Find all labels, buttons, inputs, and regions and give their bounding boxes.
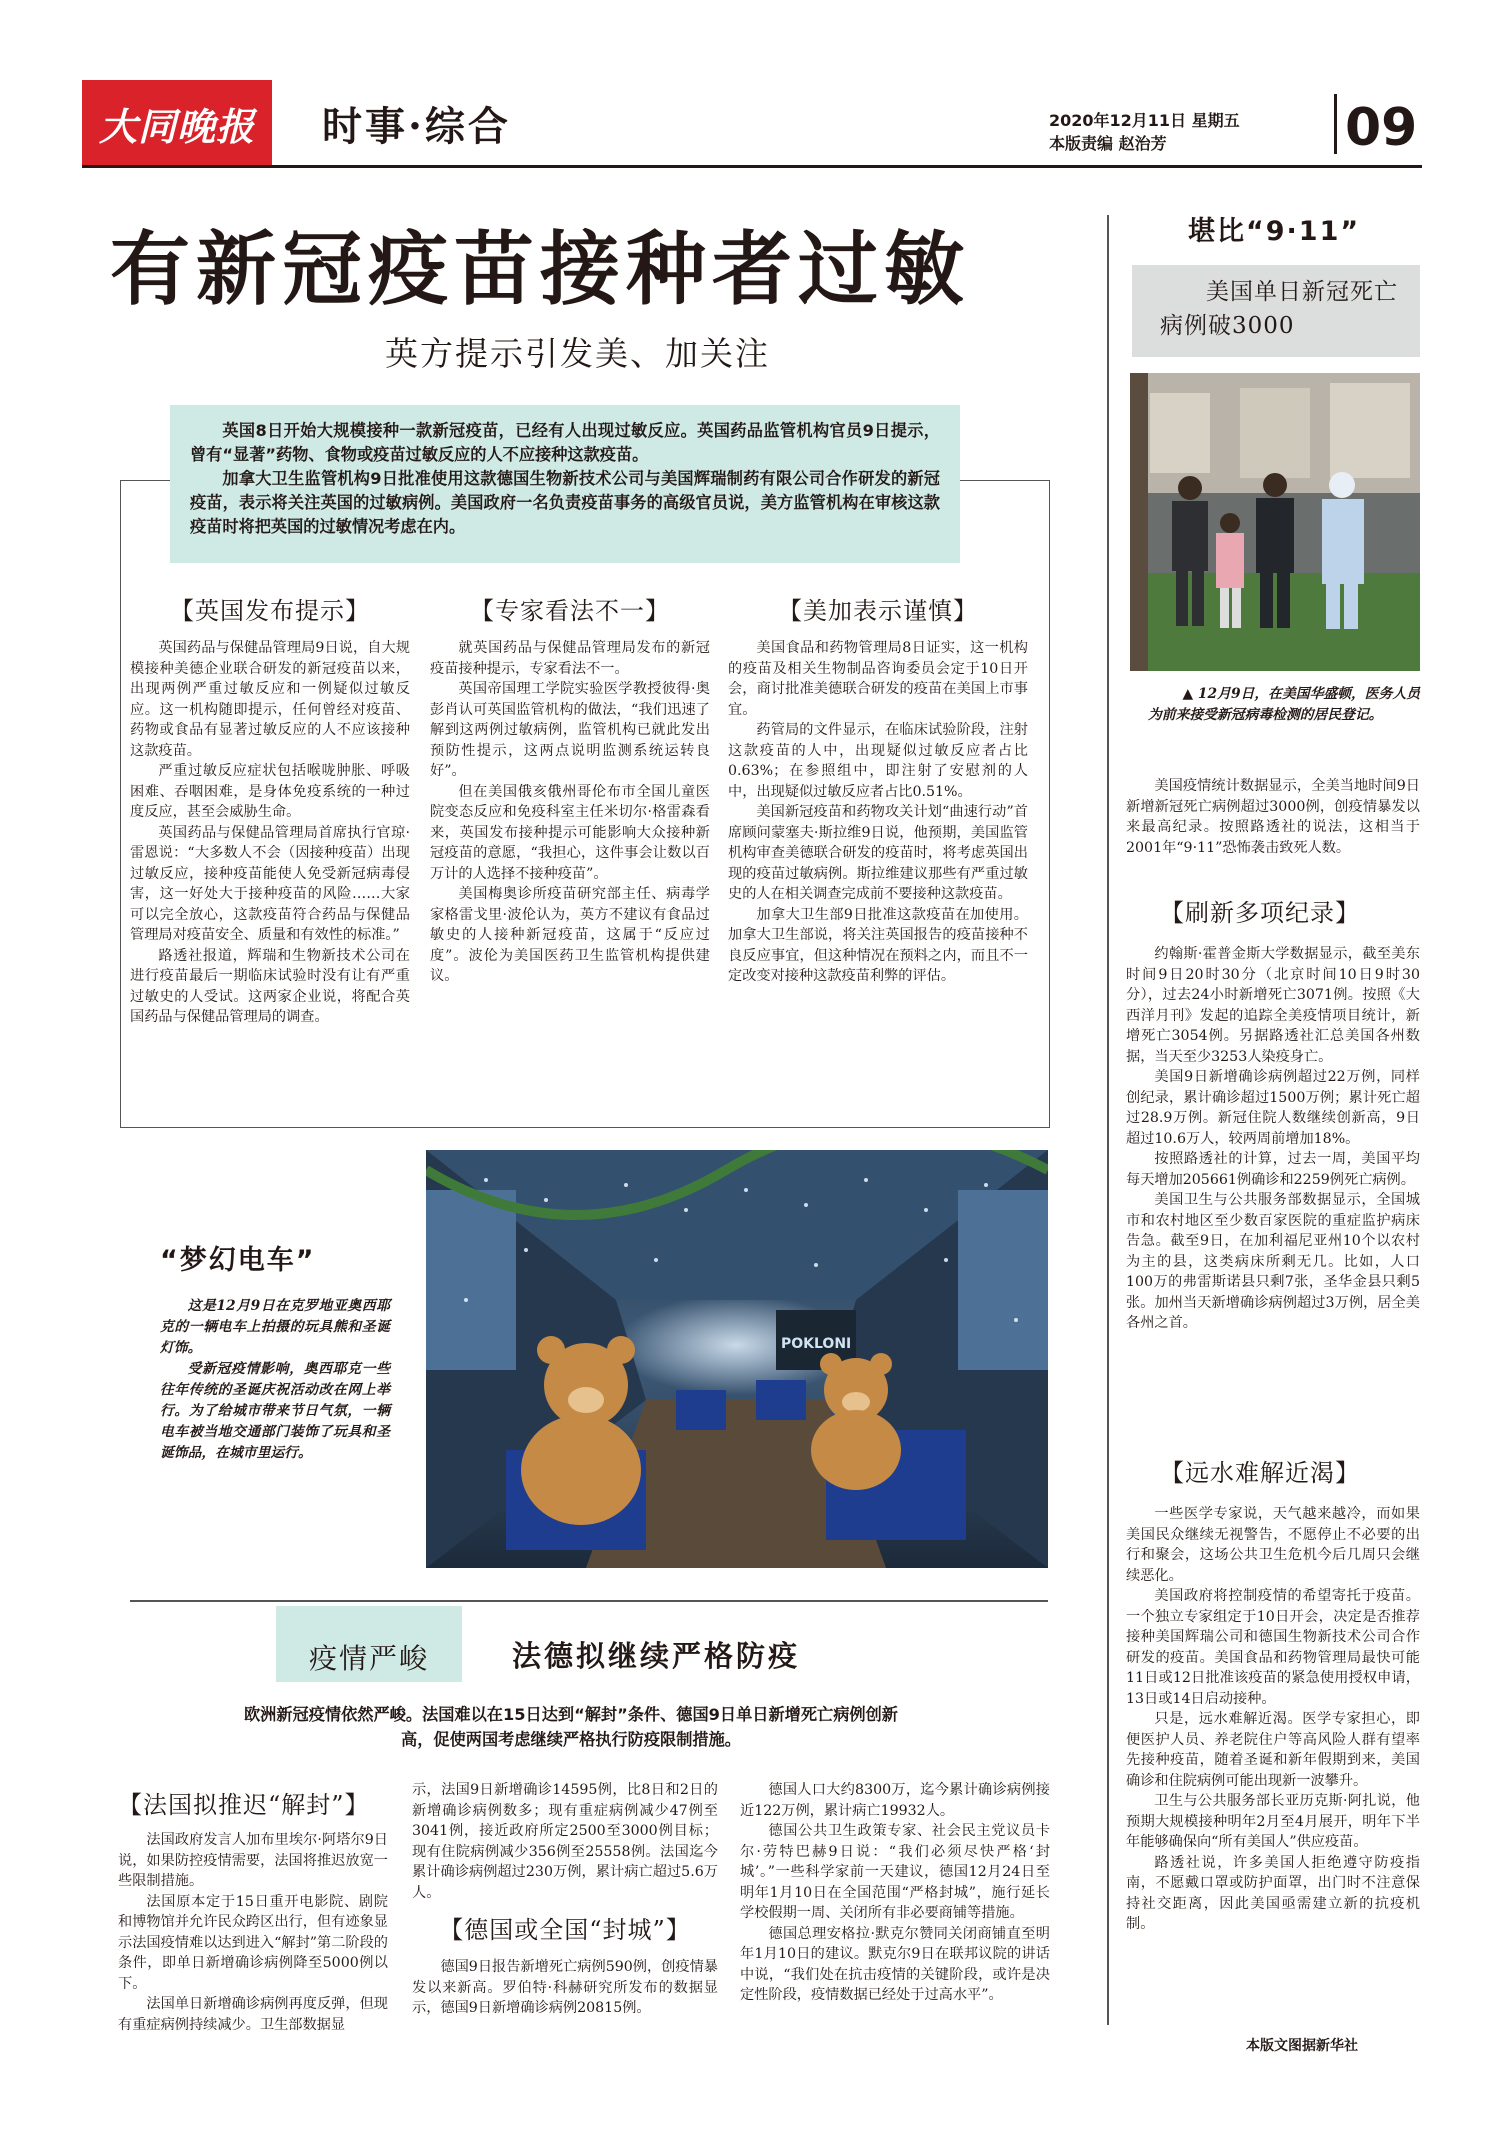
main-lead-box xyxy=(170,405,960,563)
sidebar-headline-box xyxy=(1132,265,1420,357)
sidebar-sec1 xyxy=(1126,944,1420,1334)
body-paragraph: 加拿大卫生部9日批准这款疫苗在加使用。加拿大卫生部说，将关注英国报告的疫苗接种不良反应事宜，但这种情况在预料之内，而且不一定改变对接种这款疫苗利弊的评估。 xyxy=(728,906,1028,984)
body-paragraph: 美国9日新增确诊病例超过22万例，同样创纪录，累计确诊超过1500万例；累计死亡超过28.9万例。新冠住院人数继续创新高，9日超过10.6万人，较两周前增加18%。 xyxy=(1126,1069,1420,1147)
main-col-2 xyxy=(430,596,710,987)
caption-paragraph: 这是12月9日在克罗地亚奥西耶克的一辆电车上拍摄的玩具熊和圣诞灯饰。 xyxy=(160,1298,390,1356)
body-paragraph: 一些医学专家说，天气越来越冷，而如果美国民众继续无视警告，不愿停止不必要的出行和聚会，这场公共卫生危机今后几周只会继续恶化。 xyxy=(1126,1506,1420,1584)
masthead-logo xyxy=(82,80,272,166)
bottom-story-rule xyxy=(130,1600,1048,1602)
bottom-col-3 xyxy=(740,1780,1050,2006)
section-heading: 【远水难解近渴】 xyxy=(1160,1459,1360,1487)
tram-sign-text: POKLONI xyxy=(781,1336,852,1352)
bottom-lead: 欧洲新冠疫情依然严峻。法国难以在15日达到“解封”条件、德国9日单日新增死亡病例创新高，促使两国考虑继续严格执行防疫限制措施。 xyxy=(243,1705,898,1749)
date-line: 2020年12月11日 星期五 xyxy=(1049,111,1240,130)
caption-paragraph: 受新冠疫情影响，奥西耶克一些往年传统的圣诞庆祝活动改在网上举行。为了给城市带来节日气氛，一辆电车被当地交通部门装饰了玩具和圣诞饰品，在城市里运行。 xyxy=(160,1361,390,1461)
body-paragraph: 英国药品与保健品管理局首席执行官琼·雷恩说：“大多数人不会（因接种疫苗）出现过敏反应，接种疫苗能使人免受新冠病毒侵害，这一好处大于接种疫苗的风险……大家可以完全放心，这款疫苗符合药品与保健品管理局对疫苗安全、质量和有效性的标准。” xyxy=(130,824,410,943)
sidebar-kicker: 堪比“9·11” xyxy=(1188,216,1361,247)
testing-site-image xyxy=(1130,373,1420,671)
body-paragraph: 英国药品与保健品管理局9日说，自大规模接种美德企业联合研发的新冠疫苗以来，出现两例严重过敏反应和一例疑似过敏反应。这一机构随即提示，任何曾经对疫苗、药物或食品有显著过敏反应的人不应该接种这款疫苗。 xyxy=(130,640,410,759)
page-number: 09 xyxy=(1345,98,1418,158)
editor-line: 本版责编 赵治芳 xyxy=(1049,134,1167,153)
page-number-divider xyxy=(1334,94,1337,154)
photo-credit: 本版文图据新华社 xyxy=(1246,2038,1358,2054)
body-paragraph: 路透社报道，辉瑞和生物新技术公司在进行疫苗最后一期临床试验时没有让有严重过敏史的人受试。这两家企业说，将配合英国药品与保健品管理局的调查。 xyxy=(130,947,410,1025)
body-paragraph: 美国政府将控制疫情的希望寄托于疫苗。一个独立专家组定于10日开会，决定是否推荐接种美国辉瑞公司和德国生物新技术公司合作研发的疫苗。美国食品和药物管理局最快可能11日或12日批准该疫苗的紧急使用授权申请，13日或14日启动接种。 xyxy=(1126,1588,1420,1707)
body-paragraph: 德国公共卫生政策专家、社会民主党议员卡尔·劳特巴赫9日说：“我们必须尽快严格‘封城’。”一些科学家前一天建议，德国12月24日至明年1月10日在全国范围“严格封城”，施行延长学校假期一周、关闭所有非必要商铺等措施。 xyxy=(740,1823,1050,1921)
body-paragraph: 法国原本定于15日重开电影院、剧院和博物馆并允许民众跨区出行，但有迹象显示法国疫情难以达到进入“解封”第二阶段的条件，即单日新增确诊病例降至5000例以下。 xyxy=(118,1893,388,1992)
bottom-col-2 xyxy=(412,1780,718,2019)
body-paragraph: 卫生与公共服务部长亚历克斯·阿扎说，他预期大规模接种明年2月至4月展开，明年下半年能够确保向“所有美国人”供应疫苗。 xyxy=(1126,1793,1420,1850)
bottom-col-1 xyxy=(118,1790,388,2035)
section-heading: 【刷新多项纪录】 xyxy=(1160,899,1360,927)
lead-paragraph: 加拿大卫生监管机构9日批准使用这款德国生物新技术公司与美国辉瑞制药有限公司合作研发的新冠疫苗，表示将关注英国的过敏病例。美国政府一名负责疫苗事务的高级官员说，美方监管机构在审核这款疫苗时将把英国的过敏情况考虑在内。 xyxy=(190,469,940,536)
body-paragraph: 美国梅奥诊所疫苗研究部主任、病毒学家格雷戈里·波伦认为，英方不建议有食品过敏史的人接种新冠疫苗，这属于“反应过度”。波伦为美国医药卫生监管机构提供建议。 xyxy=(430,886,710,984)
body-paragraph: 约翰斯·霍普金斯大学数据显示，截至美东时间9日20时30分（北京时间10日9时30分），过去24小时新增死亡3071例。按照《大西洋月刊》发起的追踪全美疫情项目统计，新增死亡3054例。另据路透社汇总美国各州数据，当天至少3253人染疫身亡。 xyxy=(1126,946,1420,1065)
body-paragraph: 美国食品和药物管理局8日证实，这一机构的疫苗及相关生物制品咨询委员会定于10日开会，商讨批准美德联合研发的疫苗在美国上市事宜。 xyxy=(728,640,1028,718)
sidebar-divider xyxy=(1107,215,1109,2025)
section-heading: 【德国或全国“封城”】 xyxy=(439,1916,691,1944)
main-col-1 xyxy=(130,596,410,1028)
body-paragraph: 法国政府发言人加布里埃尔·阿塔尔9日说，如果防控疫情需要，法国将推迟放宽一些限制措施。 xyxy=(118,1832,388,1889)
sidebar-intro: 美国疫情统计数据显示，全美当地时间9日新增新冠死亡病例超过3000例，创疫情暴发以来最高纪录。按照路透社的说法，这相当于2001年“9·11”恐怖袭击致死人数。 xyxy=(1126,778,1420,856)
tram-photo-title: “梦幻电车” xyxy=(160,1245,316,1276)
body-paragraph: 美国新冠疫苗和药物攻关计划“曲速行动”首席顾问蒙塞夫·斯拉维9日说，他预期，美国监管机构审查美德联合研发的疫苗时，将考虑英国出现的疫苗过敏病例。斯拉维建议那些有严重过敏史的人在相关调查完成前不要接种这款疫苗。 xyxy=(728,804,1028,902)
body-paragraph: 德国人口大约8300万，迄今累计确诊病例接近122万例，累计病亡19932人。 xyxy=(740,1782,1050,1819)
section-heading: 【法国拟推迟“解封”】 xyxy=(118,1791,370,1819)
body-paragraph: 但在美国俄亥俄州哥伦布市全国儿童医院变态反应和免疫科室主任米切尔·格雷森看来，英国发布接种提示可能影响大众接种新冠疫苗的意愿，“我担心，这件事会让数以百万计的人选择不接种疫苗”。 xyxy=(430,783,710,882)
body-paragraph: 路透社说，许多美国人拒绝遵守防疫指南，不愿戴口罩或防护面罩，出门时不注意保持社交距离，因此美国亟需建立新的抗疫机制。 xyxy=(1126,1854,1420,1932)
body-paragraph: 严重过敏反应症状包括喉咙肿胀、呼吸困难、吞咽困难，是身体免疫系统的一种过度反应，甚至会威胁生命。 xyxy=(130,763,410,820)
main-col-3 xyxy=(728,596,1028,987)
body-paragraph: 示，法国9日新增确诊14595例，比8日和2日的新增确诊病例数多；现有重症病例减少47例至3041例，接近政府所定2500至3000例目标；现有住院病例减少356例至25558例。法国迄今累计确诊病例超过230万例，累计病亡超过5.6万人。 xyxy=(412,1782,718,1901)
section-heading: 【英国发布提示】 xyxy=(170,597,370,625)
body-paragraph: 美国卫生与公共服务部数据显示，全国城市和农村地区至少数百家医院的重症监护病床告急。截至9日，在加利福尼亚州10个以农村为主的县，这类病床所剩无几。比如，人口100万的弗雷斯诺县只剩7张，圣华金县只剩5张。加州当天新增确诊病例超过3万例，居全美各州之首。 xyxy=(1126,1192,1420,1331)
section-heading: 【专家看法不一】 xyxy=(470,597,670,625)
lead-paragraph: 英国8日开始大规模接种一款新冠疫苗，已经有人出现过敏反应。英国药品监管机构官员9日提示，曾有“显著”药物、食物或疫苗过敏反应的人不应接种这款疫苗。 xyxy=(190,421,940,464)
sidebar-headline: 美国单日新冠死亡病例破3000 xyxy=(1160,279,1398,339)
bottom-tag-box xyxy=(276,1606,462,1682)
section-title: 时事·综合 xyxy=(322,103,511,150)
tram-interior-image xyxy=(426,1150,1048,1568)
bottom-headline: 法德拟继续严格防疫 xyxy=(512,1639,801,1673)
main-subheadline: 英方提示引发美、加关注 xyxy=(385,334,770,373)
sidebar-sec2 xyxy=(1126,1504,1420,1935)
body-paragraph: 德国总理安格拉·默克尔赞同关闭商铺直至明年1月10日的建议。默克尔9日在联邦议院的讲话中说，“我们处在抗击疫情的关键阶段，或许是决定性阶段，疫情数据已经处于过高水平”。 xyxy=(740,1925,1050,2003)
logo-text: 大同晚报 xyxy=(98,103,255,149)
sidebar-photo-caption: ▲ 12月9日，在美国华盛顿，医务人员为前来接受新冠病毒检测的居民登记。 xyxy=(1148,686,1420,723)
section-heading: 【美加表示谨慎】 xyxy=(778,597,978,625)
body-paragraph: 就英国药品与保健品管理局发布的新冠疫苗接种提示，专家看法不一。 xyxy=(430,640,710,677)
body-paragraph: 德国9日报告新增死亡病例590例，创疫情暴发以来新高。罗伯特·科赫研究所发布的数据显示，德国9日新增确诊病例20815例。 xyxy=(412,1959,718,2016)
tram-photo-caption xyxy=(160,1296,390,1464)
body-paragraph: 按照路透社的计算，过去一周，美国平均每天增加205661例确诊和2259例死亡病例。 xyxy=(1126,1151,1420,1188)
body-paragraph: 英国帝国理工学院实验医学教授彼得·奥彭肖认可英国监管机构的做法，“我们迅速了解到这两例过敏病例，监管机构已就此发出预防性提示，这两点说明监测系统运转良好”。 xyxy=(430,681,710,779)
tram-photo xyxy=(426,1150,1048,1568)
sidebar-photo xyxy=(1130,373,1420,671)
main-headline: 有新冠疫苗接种者过敏 xyxy=(110,223,970,316)
masthead-rule xyxy=(82,165,1422,168)
body-paragraph: 药管局的文件显示，在临床试验阶段，注射这款疫苗的人中，出现疑似过敏反应者占比0.63%；在参照组中，即注射了安慰剂的人中，出现疑似过敏反应者占比0.51%。 xyxy=(728,722,1028,800)
body-paragraph: 法国单日新增确诊病例再度反弹，但现有重症病例持续减少。卫生部数据显 xyxy=(118,1996,388,2033)
bottom-tag: 疫情严峻 xyxy=(308,1642,429,1675)
body-paragraph: 只是，远水难解近渴。医学专家担心，即便医护人员、养老院住户等高风险人群有望率先接种疫苗，随着圣诞和新年假期到来，美国确诊和住院病例可能出现新一波攀升。 xyxy=(1126,1711,1420,1789)
